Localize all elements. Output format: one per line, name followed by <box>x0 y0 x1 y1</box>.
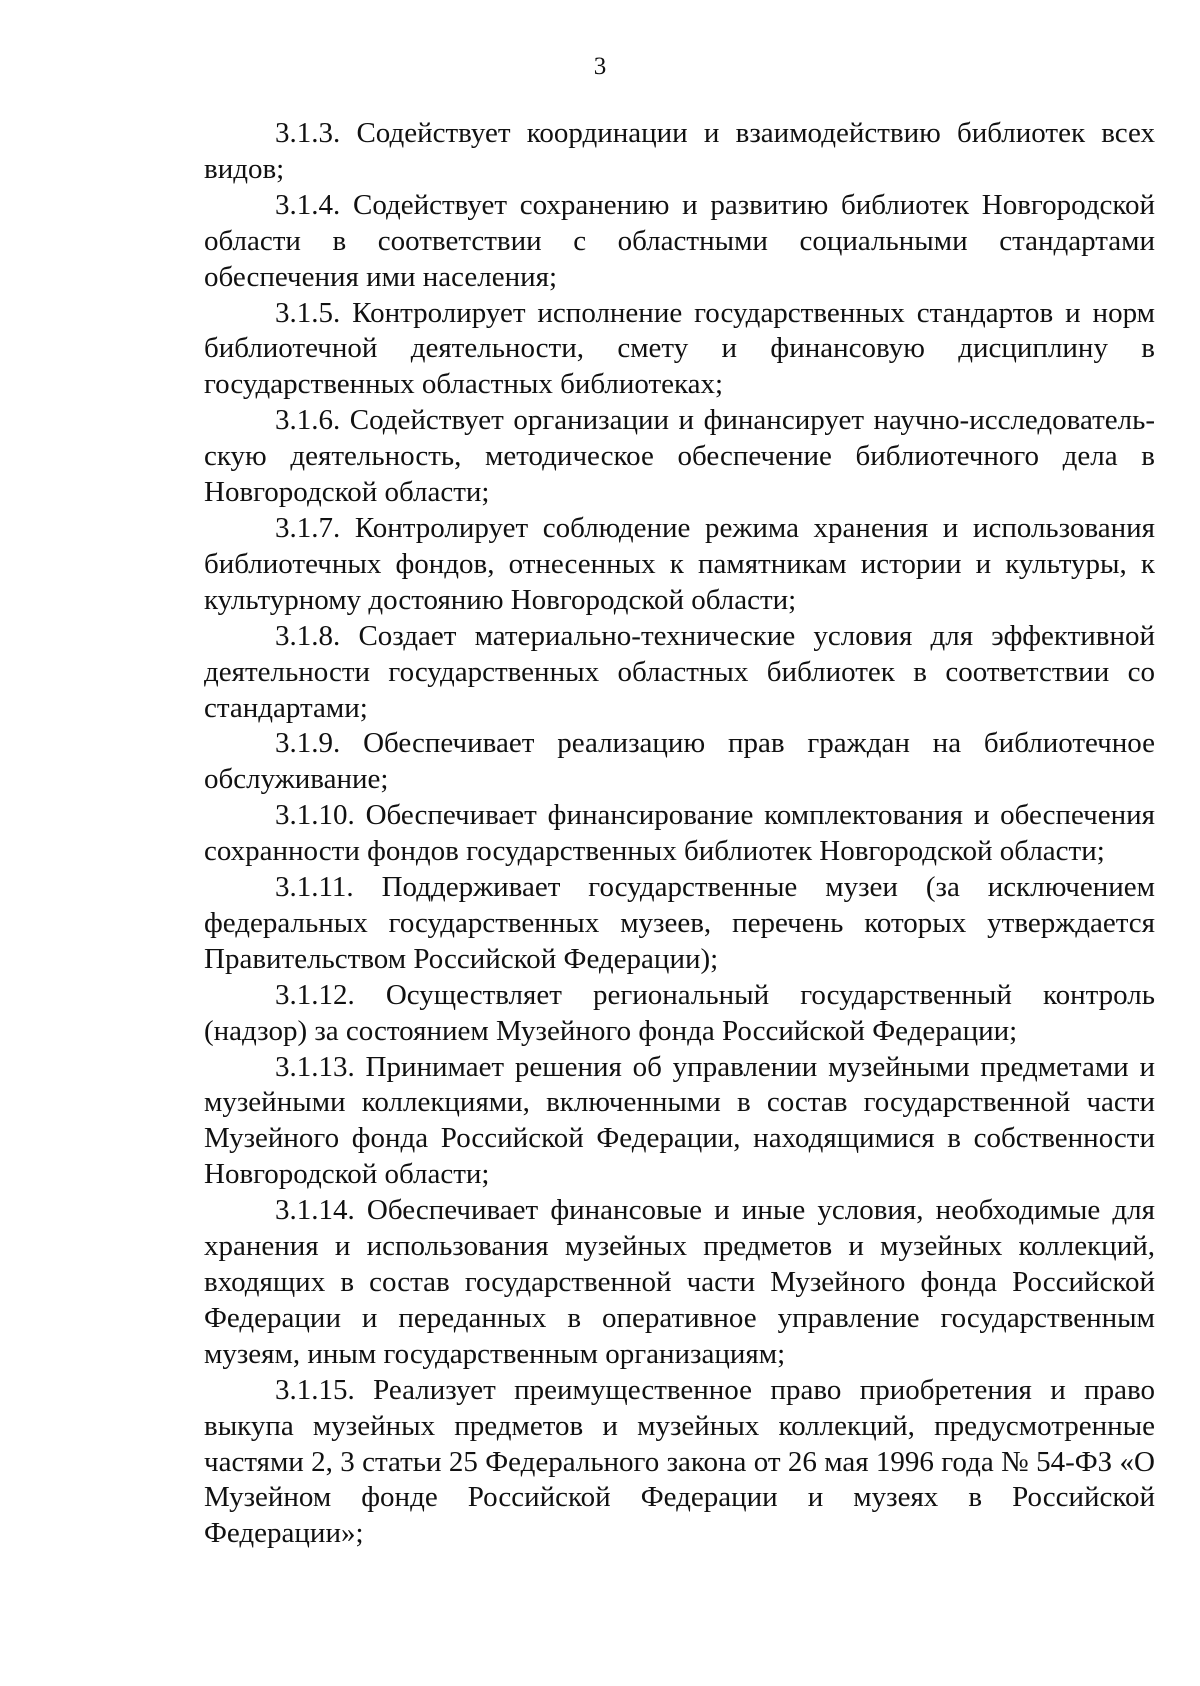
paragraph-3-1-8: 3.1.8. Создает материально-технические условия для эффективной деятельности государственных областных библиотек в соответствии со стандартами; <box>204 619 1155 724</box>
document-body <box>204 116 1155 1552</box>
paragraph-3-1-13: 3.1.13. Принимает решения об управлении музейными предметами и музейными коллекциями, включенными в состав государственной части Музейного фонда Российской Федерации, находящимися в собственности Новгородской области; <box>204 1050 1155 1191</box>
paragraph-3-1-6: 3.1.6. Содействует организации и финансирует научно-исследователь-скую деятельность, методическое обеспечение библиотечного дела в Новгородской области; <box>204 404 1155 509</box>
paragraph-3-1-10: 3.1.10. Обеспечивает финансирование комплектования и обеспечения сохранности фондов государственных библиотек Новгородской области; <box>204 799 1155 868</box>
paragraph-3-1-4: 3.1.4. Содействует сохранению и развитию библиотек Новгородской области в соответствии с областными социальными стандартами обеспечения ими населения; <box>204 188 1155 293</box>
paragraph-3-1-5: 3.1.5. Контролирует исполнение государственных стандартов и норм библиотечной деятельности, смету и финансовую дисциплину в государственных областных библиотеках; <box>204 296 1155 401</box>
paragraph-3-1-9: 3.1.9. Обеспечивает реализацию прав граждан на библиотечное обслуживание; <box>204 727 1155 796</box>
paragraph-3-1-12: 3.1.12. Осуществляет региональный государственный контроль (надзор) за состоянием Музейного фонда Российской Федерации; <box>204 978 1155 1047</box>
paragraph-3-1-3: 3.1.3. Содействует координации и взаимодействию библиотек всех видов; <box>204 117 1155 185</box>
paragraph-3-1-7: 3.1.7. Контролирует соблюдение режима хранения и использования библиотечных фондов, отнесенных к памятникам истории и культуры, к культурному достоянию Новгородской области; <box>204 511 1155 616</box>
page-number: 3 <box>593 53 607 80</box>
paragraph-3-1-15: 3.1.15. Реализует преимущественное право приобретения и право выкупа музейных предметов и музейных коллекций, предусмотренные частями 2, 3 статьи 25 Федерального закона от 26 мая 1996 года № 54-ФЗ «О Музейном фонде Российской Федерации и музеях в Российской Федерации»; <box>204 1373 1155 1550</box>
paragraph-3-1-14: 3.1.14. Обеспечивает финансовые и иные условия, необходимые для хранения и использования музейных предметов и музейных коллекций, входящих в состав государственной части Музейного фонда Российской Федерации и переданных в оперативное управление государственным музеям, иным государственным организациям; <box>204 1194 1155 1370</box>
paragraph-3-1-11: 3.1.11. Поддерживает государственные музеи (за исключением федеральных государственных музеев, перечень которых утверждается Правительством Российской Федерации); <box>204 871 1155 975</box>
